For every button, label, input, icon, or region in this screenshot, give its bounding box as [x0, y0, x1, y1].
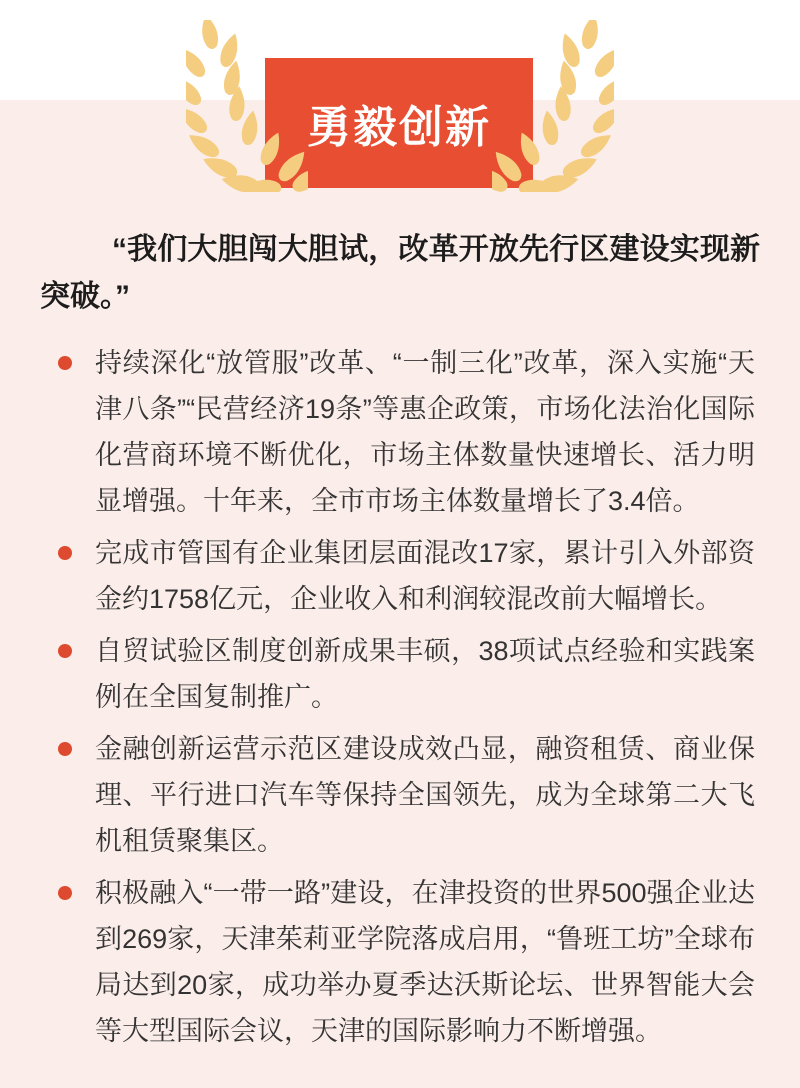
header	[0, 0, 800, 200]
list-item	[58, 628, 755, 720]
bullet-icon	[58, 356, 72, 370]
list-item-text: 自贸试验区制度创新成果丰硕，38项试点经验和实践案例在全国复制推广。	[95, 636, 755, 712]
bullet-icon	[58, 644, 72, 658]
list-item	[58, 530, 755, 622]
banner-title: 勇毅创新	[307, 103, 491, 152]
list-item	[58, 340, 755, 524]
laurel-left-icon	[186, 20, 308, 192]
achievement-list	[40, 340, 760, 1054]
list-item-text: 持续深化“放管服”改革、“一制三化”改革，深入实施“天津八条”“民营经济19条”等惠企政策，市场化法治化国际化营商环境不断优化，市场主体数量快速增长、活力明显增强。十年来，全市市场主体数量增长了3.4倍。	[95, 348, 755, 516]
quote-paragraph: “我们大胆闯大胆试，改革开放先行区建设实现新突破。”	[40, 233, 760, 313]
bullet-icon	[58, 546, 72, 560]
bullet-icon	[58, 886, 72, 900]
list-item	[58, 726, 755, 864]
bullet-icon	[58, 742, 72, 756]
list-item-text: 金融创新运营示范区建设成效凸显，融资租赁、商业保理、平行进口汽车等保持全国领先，成为全球第二大飞机租赁聚集区。	[95, 734, 755, 856]
laurel-right-icon	[492, 20, 614, 192]
content-area	[40, 226, 760, 1060]
list-item	[58, 870, 755, 1054]
list-item-text: 完成市管国有企业集团层面混改17家，累计引入外部资金约1758亿元，企业收入和利润较混改前大幅增长。	[95, 538, 755, 614]
list-item-text: 积极融入“一带一路”建设，在津投资的世界500强企业达到269家，天津茱莉亚学院落成启用，“鲁班工坊”全球布局达到20家，成功举办夏季达沃斯论坛、世界智能大会等大型国际会议，天津的国际影响力不断增强。	[95, 878, 755, 1046]
